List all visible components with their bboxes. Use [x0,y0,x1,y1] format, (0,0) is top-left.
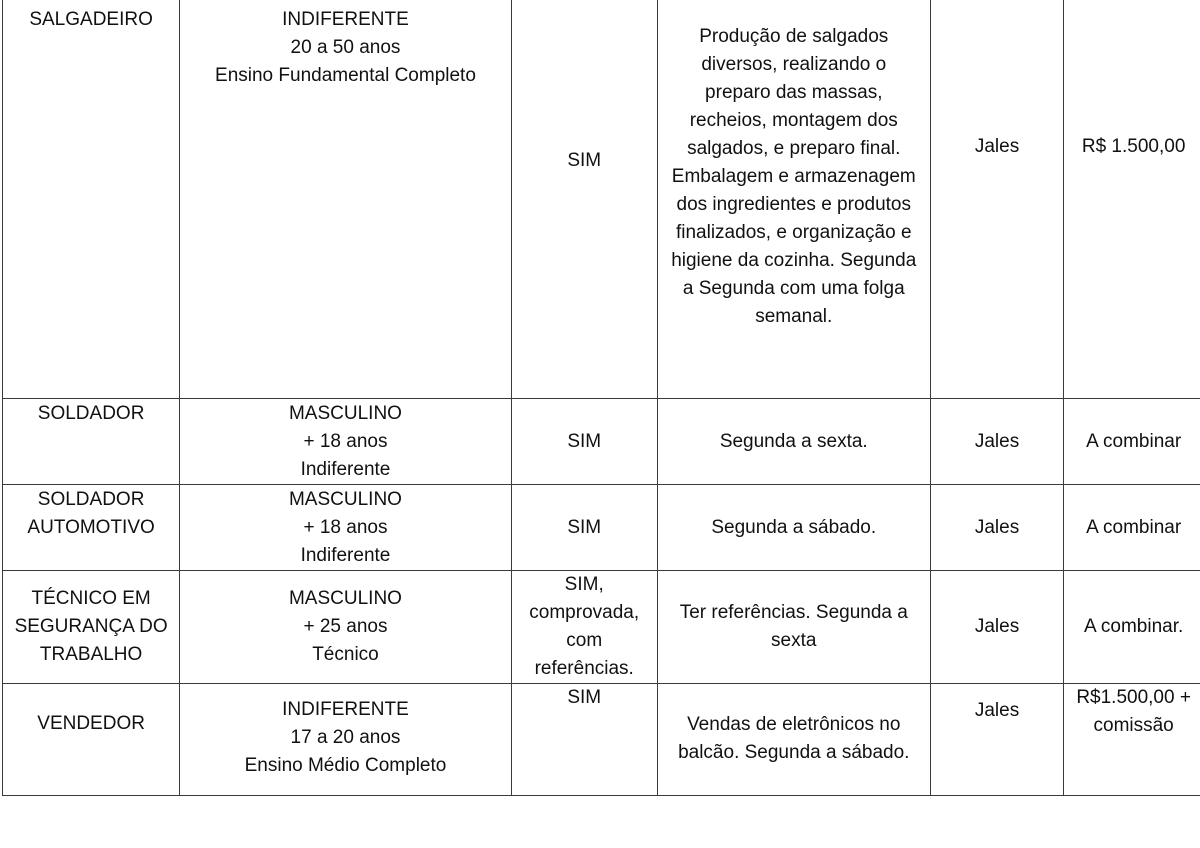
table-row [3,485,1200,571]
job-title-line: SEGURANÇA DO [14,616,168,637]
salary-line: A combinar [1086,430,1182,452]
experience-cell [511,0,657,399]
experience-cell [511,485,657,571]
description-line: a Segunda com uma folga [682,278,905,299]
city-line: Jales [974,430,1020,452]
description-line: Vendas de eletrônicos no [687,714,901,735]
salary-cell [1064,0,1200,399]
profile-gender: MASCULINO [288,403,402,424]
experience-line: SIM [567,430,602,452]
salary-line: R$ 1.500,00 [1081,136,1186,157]
profile-age: 20 a 50 anos [290,37,401,58]
profile-education: Ensino Médio Completo [244,755,447,776]
city-cell [930,485,1063,571]
description-line: Ter referências. Segunda a [679,602,908,623]
profile-education: Técnico [312,644,379,665]
job-title-cell [3,0,180,399]
city-cell [930,571,1063,684]
description-line: salgados, e preparo final. [687,138,901,159]
job-title-cell [3,571,180,684]
experience-line: comprovada, [529,602,640,623]
profile-cell [180,399,512,485]
description-line: Segunda a sexta. [719,430,868,452]
description-line: Embalagem e armazenagem [671,166,916,187]
profile-education: Indiferente [300,459,391,480]
salary-cell [1064,571,1200,684]
job-title-cell [3,684,180,796]
experience-line: SIM [567,687,602,708]
city-line: Jales [974,700,1020,721]
salary-cell [1064,399,1200,485]
job-title-cell [3,399,180,485]
experience-line: SIM [567,150,602,171]
salary-line: A combinar [1086,516,1182,538]
description-line: finalizados, e organização e [675,222,912,243]
job-title-line: TRABALHO [39,644,143,665]
profile-education: Ensino Fundamental Completo [215,65,476,86]
description-cell [657,399,930,485]
description-line: higiene da cozinha. Segunda [671,250,917,271]
table-row [3,399,1200,485]
job-title-line: SOLDADOR [37,403,145,424]
description-cell [657,0,930,399]
profile-age: 17 a 20 anos [290,727,401,748]
salary-line: A combinar. [1083,616,1184,637]
job-title-line: AUTOMOTIVO [27,517,155,538]
experience-line: com [566,630,603,651]
experience-line: referências. [534,658,634,679]
profile-gender: MASCULINO [288,588,402,609]
profile-cell [180,0,512,399]
job-title-cell [3,485,180,571]
description-line: Produção de salgados [699,26,889,47]
table-row [3,0,1200,399]
description-line: preparo das massas, [705,82,883,103]
description-line: recheios, montagem dos [689,110,898,131]
description-line: diversos, realizando o [701,54,887,75]
profile-gender: MASCULINO [288,489,402,510]
city-line: Jales [974,516,1020,538]
profile-education: Indiferente [300,545,391,566]
job-title-line: SOLDADOR [37,489,145,510]
description-line: sexta [771,630,817,651]
description-cell [657,684,930,796]
description-cell [657,571,930,684]
salary-line: R$1.500,00 + [1076,687,1191,708]
experience-cell [511,684,657,796]
profile-gender: INDIFERENTE [282,699,409,720]
job-title-line: VENDEDOR [37,713,145,734]
job-title-line: SALGADEIRO [29,9,153,30]
experience-line: SIM [567,516,602,538]
city-line: Jales [974,616,1020,637]
profile-age: + 18 anos [303,431,388,452]
profile-cell [180,684,512,796]
experience-cell [511,571,657,684]
city-cell [930,0,1063,399]
description-line: dos ingredientes e produtos [676,194,911,215]
profile-cell [180,571,512,684]
job-title-line: TÉCNICO EM [31,588,151,609]
city-line: Jales [974,136,1020,157]
description-line: Segunda a sábado. [711,516,877,538]
salary-cell [1064,684,1200,796]
city-cell [930,399,1063,485]
table-row [3,571,1200,684]
profile-gender: INDIFERENTE [282,9,409,30]
description-line: balcão. Segunda a sábado. [678,742,910,763]
description-line: semanal. [755,306,833,327]
table-row [3,684,1200,796]
salary-line: comissão [1093,715,1174,736]
experience-line: SIM, [564,574,604,595]
salary-cell [1064,485,1200,571]
profile-age: + 25 anos [303,616,388,637]
city-cell [930,684,1063,796]
profile-cell [180,485,512,571]
job-openings-table [2,0,1200,796]
description-cell [657,485,930,571]
profile-age: + 18 anos [303,517,388,538]
experience-cell [511,399,657,485]
